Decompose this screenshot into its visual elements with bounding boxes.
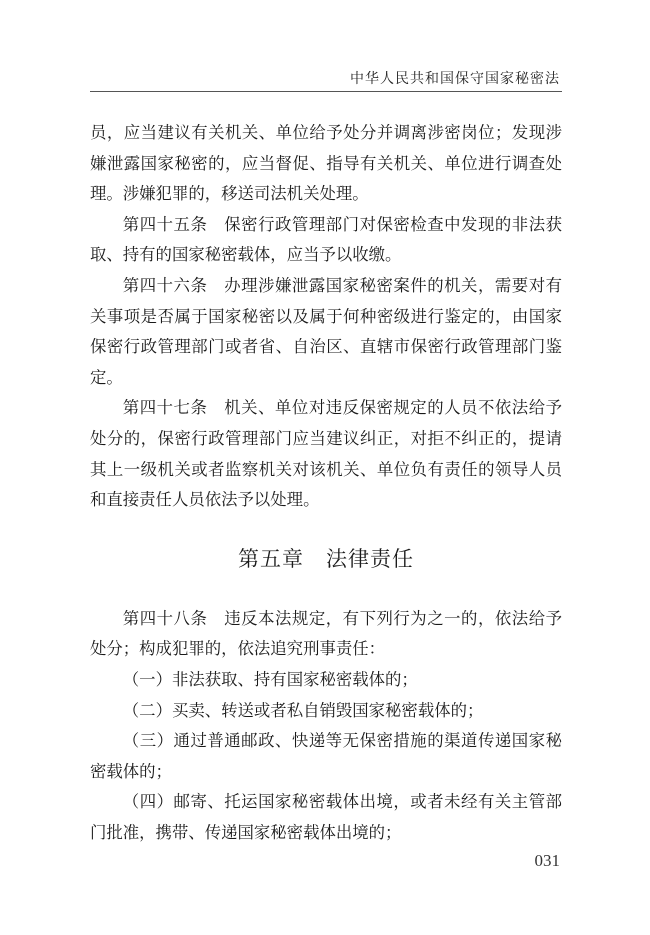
list-item-2: （二）买卖、转送或者私自销毁国家秘密载体的；: [122, 700, 484, 720]
article-47: 第四十七条 机关、单位对违反保密规定的人员不依法给予处分的，保密行政管理部门应当建议纠正，对拒不纠正的，提请其上一级机关或者监察机关对该机关、单位负有责任的领导人员和直接责任人员依法予以处理。: [90, 398, 562, 510]
paragraph-continued: 员，应当建议有关机关、单位给予处分并调离涉密岗位；发现涉嫌泄露国家秘密的，应当督促、指导有关机关、单位进行调查处理。涉嫌犯罪的，移送司法机关处理。: [90, 123, 562, 204]
chapter-heading: 第五章 法律责任: [238, 546, 414, 571]
list-item-1: （一）非法获取、持有国家秘密载体的；: [122, 669, 418, 689]
list-item-4: （四）邮寄、托运国家秘密载体出境，或者未经有关主管部门批准，携带、传递国家秘密载体出境的；: [90, 792, 562, 842]
article-45: 第四十五条 保密行政管理部门对保密检查中发现的非法获取、持有的国家秘密载体，应当予以收缴。: [90, 214, 562, 265]
article-48: 第四十八条 违反本法规定，有下列行为之一的，依法给予处分；构成犯罪的，依法追究刑事责任：: [90, 608, 562, 659]
article-46: 第四十六条 办理涉嫌泄露国家秘密案件的机关，需要对有关事项是否属于国家秘密以及属于何种密级进行鉴定的，由国家保密行政管理部门或者省、自治区、直辖市保密行政管理部门鉴定。: [90, 275, 562, 387]
running-header-title: 中华人民共和国保守国家秘密法: [350, 71, 560, 87]
header-divider: [90, 91, 562, 92]
list-item-3: （三）通过普通邮政、快递等无保密措施的渠道传递国家秘密载体的；: [90, 731, 562, 781]
page-number: 031: [534, 851, 560, 870]
page-body: [90, 118, 562, 848]
